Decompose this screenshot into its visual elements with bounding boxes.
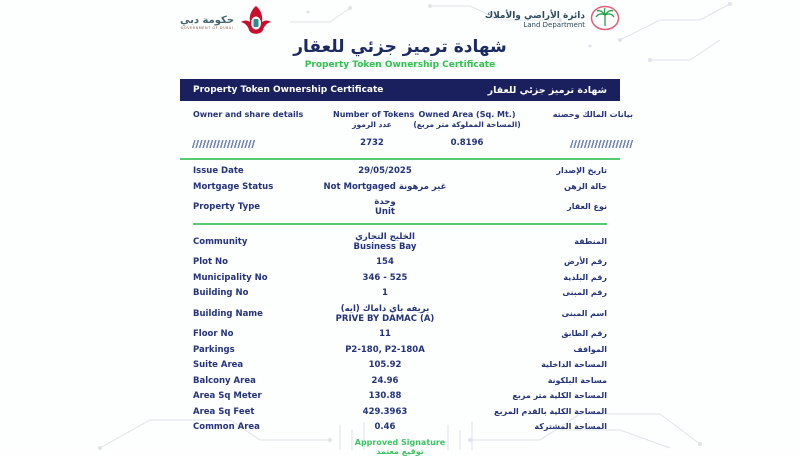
plot-no-value: 154 [376,257,394,267]
col-owned-area-en: Owned Area (Sq. Mt.) [418,110,516,119]
parkings-label-en: Parkings [193,344,235,355]
building-no-value: 1 [382,288,388,298]
field-row-property-type [193,197,607,217]
municipality-no-value: 346 - 525 [362,272,408,283]
parkings-value: P2-180, P2-180A [345,344,425,355]
floor-no-label-ar: رقم الطابق [561,329,607,338]
certificate-body [180,0,633,457]
field-row-floor-no [193,329,607,339]
field-row-issue-date [193,166,607,176]
field-row-area-sq-feet [193,407,607,417]
mortgage-status-label-ar: حالة الرهن [564,181,607,191]
location-fields [180,232,620,433]
col-owner-details-ar: بيانات المالك وحصته [552,110,633,119]
government-of-dubai-wordmark [180,15,234,31]
property-type-label-en: Property Type [193,202,261,212]
owned-area-value: 0.8196 [450,137,484,148]
community-value-ar: الخليج التجاري [355,231,415,242]
area-sq-meter-label-en: Area Sq Meter [193,391,262,401]
floor-no-value: 11 [379,329,391,339]
mortgage-status-value-en: Not Mortgaged [323,181,396,192]
dubai-falcon-emblem-icon [238,5,274,41]
building-no-label-ar: رقم المبنى [562,288,607,297]
header-bar-english: Property Token Ownership Certificate [193,85,384,95]
certificate-header-bar [180,79,620,101]
area-sq-meter-label-ar: المساحة الكلية متر مربع [512,391,607,400]
community-label-ar: المنطقة [574,236,607,246]
field-row-municipality-no [193,273,607,283]
building-name-label-en: Building Name [193,308,263,319]
land-department-english-text: Land Department [523,20,585,29]
property-fields [180,160,620,217]
field-row-suite-area [193,360,607,370]
issue-date-value: 29/05/2025 [358,166,412,176]
building-no-label-en: Building No [193,288,249,298]
balcony-area-label-en: Balcony Area [193,375,256,386]
floor-no-label-en: Floor No [193,329,234,339]
community-label-en: Community [193,236,248,247]
suite-area-label-en: Suite Area [193,360,244,370]
suite-area-label-ar: المساحة الداخلية [541,360,607,369]
col-number-of-tokens-ar: عدد الرموز [352,120,392,129]
redacted-owner-name-right [570,140,635,148]
number-of-tokens-value: 2732 [360,137,384,148]
field-row-plot-no [193,257,607,267]
field-row-area-sq-meter [193,391,607,401]
land-department-arabic-text: دائرة الأراضي والأملاك [484,10,585,21]
common-area-label-ar: المساحة المشتركة [534,422,607,431]
header-bar-arabic: شهادة ترميز جزئي للعقار [487,84,607,96]
approved-signature-ar: توقيع معتمد [376,446,424,456]
property-type-label-ar: نوع العقار [567,202,607,211]
area-sq-feet-value: 429.3963 [362,406,408,417]
mortgage-status-value-ar: غير مرهونة [398,181,447,192]
government-of-dubai-logo [180,5,274,41]
area-sq-meter-value: 130.88 [368,391,402,401]
field-row-community [193,232,607,252]
community-value-en: Business Bay [353,241,417,252]
parkings-label-ar: المواقف [573,344,607,354]
green-divider-section [193,223,607,225]
field-row-balcony-area [193,376,607,386]
certificate-title-english: Property Token Ownership Certificate [304,60,496,70]
col-owner-details-en: Owner and share details [193,110,304,119]
gov-dubai-english-text: GOVERNMENT OF DUBAI [180,26,234,30]
common-area-label-en: Common Area [193,422,260,432]
property-type-value-en: Unit [375,207,395,217]
building-name-value-ar: بريفه باي داماك (ايه) [340,303,430,314]
plot-no-label-ar: رقم الأرض [564,257,607,266]
balcony-area-label-ar: مساحة البلكونة [547,375,607,385]
owner-table-header [180,101,633,130]
building-name-label-ar: اسم المبنى [561,308,607,318]
approved-signature-block [180,438,620,457]
approved-signature-en: Approved Signature [354,437,446,447]
municipality-no-label-ar: رقم البلدية [563,272,607,282]
area-sq-feet-label-ar: المساحة الكلية بالقدم المربع [494,406,607,416]
municipality-no-label-en: Municipality No [193,272,268,283]
field-row-parkings [193,345,607,355]
land-department-wordmark [485,11,585,30]
logo-row [180,0,620,36]
common-area-value: 0.46 [374,422,396,432]
field-row-building-name [193,304,607,324]
gov-dubai-arabic-text: حكومة دبي [180,15,235,26]
owner-table-row [180,130,620,156]
issue-date-label-en: Issue Date [193,166,244,176]
field-row-building-no [193,288,607,298]
field-row-common-area [193,422,607,432]
issue-date-label-ar: تاريخ الإصدار [556,166,607,175]
mortgage-status-label-en: Mortgage Status [193,181,274,192]
building-name-value-en: PRIVE BY DAMAC (A) [335,313,435,324]
suite-area-value: 105.92 [368,360,402,370]
field-row-mortgage-status [193,182,607,192]
col-owned-area-ar: (المساحة المملوكة متر مربع) [413,120,521,129]
dubai-land-department-logo [485,5,620,35]
certificate-title-arabic: شهادة ترميز جزئي للعقار [293,37,507,57]
palm-tree-emblem-icon [590,5,620,35]
col-number-of-tokens-en: Number of Tokens [333,110,415,119]
plot-no-label-en: Plot No [193,257,228,267]
property-type-value-ar: وحدة [374,197,396,207]
balcony-area-value: 24.96 [371,375,399,386]
redacted-owner-name-left [192,140,257,148]
area-sq-feet-label-en: Area Sq Feet [193,406,255,417]
